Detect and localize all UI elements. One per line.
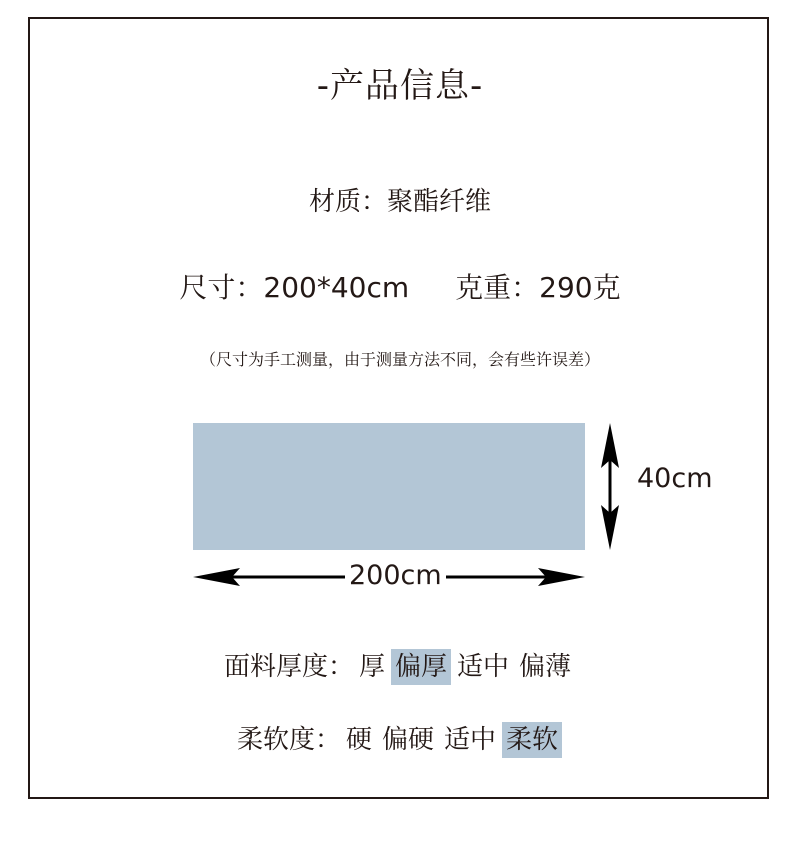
height-label: 40cm <box>637 463 713 494</box>
softness-rating <box>0 719 800 758</box>
material-spec: 材质：聚酯纤维 <box>308 187 491 217</box>
softness-label: 柔软度： <box>236 725 341 755</box>
softness-option-hard: 硬 <box>345 725 372 755</box>
thickness-rating <box>0 646 800 685</box>
softness-option-slightly-hard: 偏硬 <box>381 725 434 755</box>
width-label: 200cm <box>345 560 446 591</box>
weight-spec: 克重：290克 <box>455 271 621 304</box>
thickness-option-thick: 厚 <box>358 652 385 682</box>
measurement-note: （尺寸为手工测量，由于测量方法不同，会有些许误差） <box>199 350 600 369</box>
size-spec: 尺寸：200*40cm <box>179 271 410 304</box>
page-title: -产品信息- <box>316 66 484 106</box>
thickness-option-medium: 适中 <box>457 652 510 682</box>
thickness-option-slightly-thick: 偏厚 <box>391 649 451 685</box>
thickness-option-slightly-thin: 偏薄 <box>519 652 572 682</box>
thickness-label: 面料厚度： <box>223 652 354 682</box>
softness-option-medium: 适中 <box>444 725 497 755</box>
softness-option-soft: 柔软 <box>502 722 562 758</box>
height-arrow <box>601 423 619 550</box>
